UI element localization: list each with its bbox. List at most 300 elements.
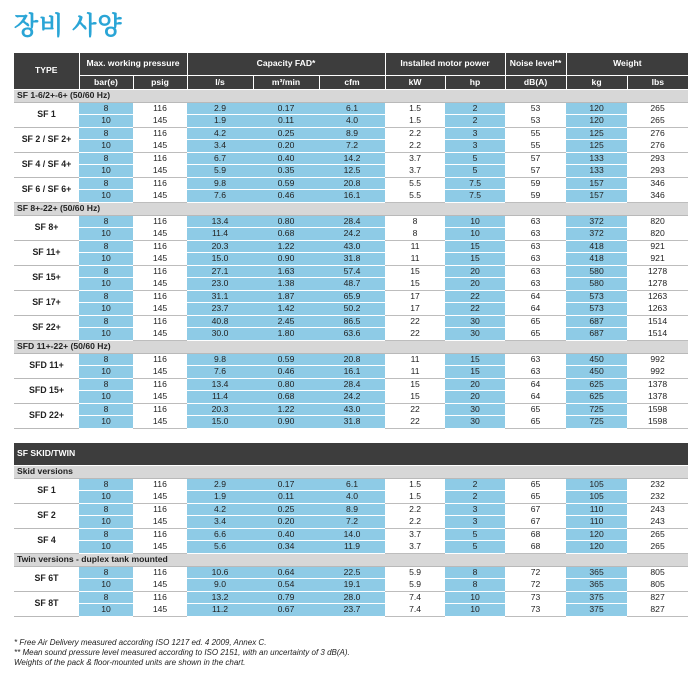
value-cell: 13.4 [187,215,253,228]
value-cell: 1598 [627,416,688,429]
value-cell: 22 [445,290,505,303]
value-cell: 0.79 [253,591,319,604]
value-cell: 2 [445,478,505,491]
value-cell: 450 [566,353,627,366]
value-cell: 418 [566,253,627,266]
value-cell: 8 [79,315,133,328]
value-cell: 0.59 [253,177,319,190]
spacer-row [14,428,688,443]
value-cell: 72 [505,579,566,592]
value-cell: 7.6 [187,190,253,203]
model-type: SF 2 / SF 2+ [14,127,79,152]
unit-dba: dB(A) [505,75,566,89]
value-cell: 921 [627,253,688,266]
value-cell: 63 [505,265,566,278]
value-cell: 116 [133,215,187,228]
value-cell: 1263 [627,290,688,303]
unit-cfm: cfm [319,75,385,89]
table-row [14,604,688,617]
value-cell: 0.46 [253,366,319,379]
value-cell: 11.2 [187,604,253,617]
value-cell: 0.40 [253,528,319,541]
value-cell: 145 [133,604,187,617]
value-cell: 40.8 [187,315,253,328]
value-cell: 8 [79,566,133,579]
value-cell: 73 [505,591,566,604]
value-cell: 5 [445,541,505,554]
value-cell: 116 [133,478,187,491]
value-cell: 31.8 [319,253,385,266]
value-cell: 65 [505,491,566,504]
value-cell: 8 [79,591,133,604]
table-row [14,528,688,541]
value-cell: 0.11 [253,491,319,504]
value-cell: 133 [566,152,627,165]
value-cell: 7.5 [445,190,505,203]
type-header: TYPE [14,53,79,89]
value-cell: 1.63 [253,265,319,278]
value-cell: 63 [505,228,566,241]
value-cell: 2.9 [187,102,253,115]
value-cell: 145 [133,516,187,529]
value-cell: 20.3 [187,403,253,416]
value-cell: 10 [79,303,133,316]
value-cell: 8.9 [319,127,385,140]
value-cell: 8 [79,127,133,140]
value-cell: 3.7 [385,165,445,178]
value-cell: 5.9 [187,165,253,178]
value-cell: 116 [133,528,187,541]
value-cell: 992 [627,366,688,379]
table-body-main [14,89,688,428]
value-cell: 10 [445,591,505,604]
value-cell: 3 [445,127,505,140]
value-cell: 725 [566,416,627,429]
table-row [14,478,688,491]
unit-m3min: m³/min [253,75,319,89]
value-cell: 573 [566,303,627,316]
section-title: SF 8+-22+ (50/60 Hz) [14,202,688,215]
value-cell: 243 [627,503,688,516]
value-cell: 1378 [627,378,688,391]
value-cell: 2.2 [385,127,445,140]
value-cell: 1.42 [253,303,319,316]
value-cell: 120 [566,541,627,554]
value-cell: 0.67 [253,604,319,617]
value-cell: 23.0 [187,278,253,291]
value-cell: 346 [627,190,688,203]
value-cell: 20 [445,278,505,291]
value-cell: 20.8 [319,177,385,190]
value-cell: 22 [445,303,505,316]
table-row [14,115,688,128]
value-cell: 372 [566,228,627,241]
value-cell: 28.0 [319,591,385,604]
value-cell: 63 [505,278,566,291]
value-cell: 10 [445,604,505,617]
value-cell: 116 [133,127,187,140]
value-cell: 3 [445,140,505,153]
value-cell: 5 [445,165,505,178]
value-cell: 10 [445,228,505,241]
value-cell: 2.2 [385,503,445,516]
value-cell: 105 [566,491,627,504]
value-cell: 16.1 [319,366,385,379]
value-cell: 1.38 [253,278,319,291]
value-cell: 10 [79,391,133,404]
value-cell: 20.3 [187,240,253,253]
value-cell: 157 [566,190,627,203]
value-cell: 145 [133,391,187,404]
value-cell: 65 [505,416,566,429]
value-cell: 116 [133,591,187,604]
value-cell: 9.0 [187,579,253,592]
value-cell: 573 [566,290,627,303]
value-cell: 0.68 [253,228,319,241]
value-cell: 3.4 [187,140,253,153]
value-cell: 19.1 [319,579,385,592]
value-cell: 105 [566,478,627,491]
value-cell: 8 [79,240,133,253]
model-type: SFD 22+ [14,403,79,428]
table-row [14,353,688,366]
value-cell: 145 [133,115,187,128]
section-title: Skid versions [14,465,688,478]
value-cell: 0.80 [253,215,319,228]
value-cell: 3 [445,503,505,516]
table-row [14,403,688,416]
value-cell: 145 [133,328,187,341]
value-cell: 12.5 [319,165,385,178]
unit-psig: psig [133,75,187,89]
value-cell: 116 [133,503,187,516]
value-cell: 22 [385,315,445,328]
value-cell: 11.9 [319,541,385,554]
value-cell: 10 [79,516,133,529]
value-cell: 64 [505,290,566,303]
value-cell: 0.35 [253,165,319,178]
model-type: SF 22+ [14,315,79,340]
value-cell: 3.7 [385,152,445,165]
value-cell: 10 [79,140,133,153]
value-cell: 11.4 [187,228,253,241]
value-cell: 1.9 [187,115,253,128]
value-cell: 276 [627,127,688,140]
value-cell: 3.7 [385,541,445,554]
value-cell: 63 [505,353,566,366]
table-row [14,177,688,190]
value-cell: 2.2 [385,140,445,153]
unit-ls: l/s [187,75,253,89]
value-cell: 4.2 [187,127,253,140]
value-cell: 7.5 [445,177,505,190]
table-row [14,503,688,516]
table-row [14,265,688,278]
value-cell: 10 [79,366,133,379]
value-cell: 145 [133,541,187,554]
table-row [14,516,688,529]
value-cell: 0.54 [253,579,319,592]
value-cell: 120 [566,115,627,128]
value-cell: 63 [505,253,566,266]
value-cell: 116 [133,240,187,253]
value-cell: 116 [133,378,187,391]
value-cell: 59 [505,177,566,190]
table-row [14,165,688,178]
value-cell: 580 [566,278,627,291]
value-cell: 1.5 [385,478,445,491]
value-cell: 110 [566,516,627,529]
value-cell: 3 [445,516,505,529]
value-cell: 30 [445,315,505,328]
value-cell: 687 [566,328,627,341]
value-cell: 65 [505,328,566,341]
table-body-skid-twin [14,465,688,616]
value-cell: 1278 [627,265,688,278]
value-cell: 921 [627,240,688,253]
value-cell: 116 [133,177,187,190]
value-cell: 1.5 [385,102,445,115]
footnote-fad: * Free Air Delivery measured according ISO 1217 ed. 4 2009, Annex C. [14,638,267,647]
value-cell: 145 [133,278,187,291]
model-type: SF 4 [14,528,79,553]
value-cell: 0.20 [253,516,319,529]
value-cell: 7.4 [385,604,445,617]
value-cell: 10 [79,278,133,291]
value-cell: 10 [445,215,505,228]
value-cell: 820 [627,228,688,241]
value-cell: 23.7 [319,604,385,617]
value-cell: 0.25 [253,503,319,516]
value-cell: 11 [385,253,445,266]
model-type: SF 4 / SF 4+ [14,152,79,177]
value-cell: 116 [133,152,187,165]
capacity-header: Capacity FAD* [187,53,385,75]
section-title: SFD 11+-22+ (50/60 Hz) [14,340,688,353]
value-cell: 1598 [627,403,688,416]
value-cell: 1.9 [187,491,253,504]
value-cell: 55 [505,127,566,140]
value-cell: 265 [627,541,688,554]
value-cell: 145 [133,253,187,266]
value-cell: 8 [79,177,133,190]
model-type: SFD 15+ [14,378,79,403]
value-cell: 10 [79,604,133,617]
value-cell: 0.17 [253,102,319,115]
model-type: SF 6 / SF 6+ [14,177,79,202]
value-cell: 31.1 [187,290,253,303]
pressure-header: Max. working pressure [79,53,187,75]
value-cell: 14.2 [319,152,385,165]
value-cell: 116 [133,353,187,366]
value-cell: 1.22 [253,403,319,416]
value-cell: 992 [627,353,688,366]
value-cell: 5 [445,528,505,541]
value-cell: 15.0 [187,253,253,266]
value-cell: 805 [627,566,688,579]
value-cell: 625 [566,378,627,391]
value-cell: 145 [133,491,187,504]
value-cell: 145 [133,165,187,178]
value-cell: 0.59 [253,353,319,366]
footnote-noise: ** Mean sound pressure level measured according to ISO 2151, with an uncertainty of 3 dB(A). [14,647,350,657]
unit-hp: hp [445,75,505,89]
value-cell: 1.22 [253,240,319,253]
value-cell: 43.0 [319,403,385,416]
value-cell: 6.1 [319,102,385,115]
value-cell: 820 [627,215,688,228]
value-cell: 125 [566,127,627,140]
value-cell: 8 [79,290,133,303]
value-cell: 7.2 [319,516,385,529]
value-cell: 365 [566,579,627,592]
value-cell: 9.8 [187,177,253,190]
value-cell: 1378 [627,391,688,404]
value-cell: 116 [133,290,187,303]
value-cell: 827 [627,591,688,604]
value-cell: 8 [79,215,133,228]
value-cell: 48.7 [319,278,385,291]
value-cell: 55 [505,140,566,153]
model-type: SF 1 [14,102,79,127]
value-cell: 827 [627,604,688,617]
value-cell: 30.0 [187,328,253,341]
value-cell: 0.68 [253,391,319,404]
value-cell: 418 [566,240,627,253]
value-cell: 8 [445,566,505,579]
value-cell: 20 [445,391,505,404]
value-cell: 2.9 [187,478,253,491]
table-row [14,416,688,429]
value-cell: 0.64 [253,566,319,579]
value-cell: 0.90 [253,253,319,266]
value-cell: 725 [566,403,627,416]
table-row [14,240,688,253]
value-cell: 67 [505,503,566,516]
value-cell: 67 [505,516,566,529]
value-cell: 73 [505,604,566,617]
model-type: SF 11+ [14,240,79,265]
value-cell: 31.8 [319,416,385,429]
value-cell: 5.5 [385,177,445,190]
value-cell: 11 [385,353,445,366]
value-cell: 116 [133,265,187,278]
value-cell: 243 [627,516,688,529]
value-cell: 145 [133,228,187,241]
table-row [14,378,688,391]
table-row [14,278,688,291]
value-cell: 17 [385,303,445,316]
value-cell: 232 [627,478,688,491]
value-cell: 6.6 [187,528,253,541]
value-cell: 1514 [627,315,688,328]
value-cell: 265 [627,528,688,541]
value-cell: 28.4 [319,378,385,391]
value-cell: 3.7 [385,528,445,541]
footnote-weights: Weights of the pack & floor-mounted units are shown in the chart. [14,657,246,667]
weight-header: Weight [566,53,688,75]
value-cell: 57.4 [319,265,385,278]
value-cell: 27.1 [187,265,253,278]
value-cell: 145 [133,366,187,379]
value-cell: 22 [385,328,445,341]
value-cell: 20 [445,378,505,391]
value-cell: 8 [79,353,133,366]
value-cell: 145 [133,579,187,592]
value-cell: 120 [566,528,627,541]
model-type: SFD 11+ [14,353,79,378]
table-row [14,140,688,153]
value-cell: 63.6 [319,328,385,341]
value-cell: 625 [566,391,627,404]
value-cell: 10 [79,165,133,178]
value-cell: 0.20 [253,140,319,153]
table-row [14,566,688,579]
table-row [14,541,688,554]
value-cell: 8 [79,378,133,391]
model-type: SF 15+ [14,265,79,290]
table-row [14,290,688,303]
table-row [14,253,688,266]
value-cell: 8 [79,265,133,278]
value-cell: 65.9 [319,290,385,303]
value-cell: 13.4 [187,378,253,391]
value-cell: 10 [79,328,133,341]
value-cell: 293 [627,165,688,178]
value-cell: 43.0 [319,240,385,253]
table-row [14,102,688,115]
value-cell: 687 [566,315,627,328]
value-cell: 805 [627,579,688,592]
value-cell: 2.2 [385,516,445,529]
value-cell: 232 [627,491,688,504]
value-cell: 145 [133,416,187,429]
value-cell: 20.8 [319,353,385,366]
value-cell: 72 [505,566,566,579]
value-cell: 24.2 [319,228,385,241]
value-cell: 8.9 [319,503,385,516]
value-cell: 22.5 [319,566,385,579]
unit-lbs: lbs [627,75,688,89]
value-cell: 64 [505,391,566,404]
value-cell: 8 [385,228,445,241]
value-cell: 8 [79,102,133,115]
value-cell: 1.5 [385,491,445,504]
value-cell: 365 [566,566,627,579]
value-cell: 10 [79,228,133,241]
table-row [14,127,688,140]
value-cell: 10 [79,416,133,429]
value-cell: 4.2 [187,503,253,516]
value-cell: 30 [445,328,505,341]
value-cell: 15 [385,265,445,278]
value-cell: 7.6 [187,366,253,379]
value-cell: 5.6 [187,541,253,554]
value-cell: 110 [566,503,627,516]
value-cell: 11 [385,366,445,379]
value-cell: 64 [505,303,566,316]
unit-kg: kg [566,75,627,89]
value-cell: 10 [79,579,133,592]
value-cell: 15.0 [187,416,253,429]
model-type: SF 1 [14,478,79,503]
motor-header: Installed motor power [385,53,505,75]
value-cell: 8 [79,503,133,516]
skid-twin-title: SF SKID/TWIN [14,443,688,465]
table-row [14,215,688,228]
value-cell: 64 [505,378,566,391]
value-cell: 293 [627,152,688,165]
